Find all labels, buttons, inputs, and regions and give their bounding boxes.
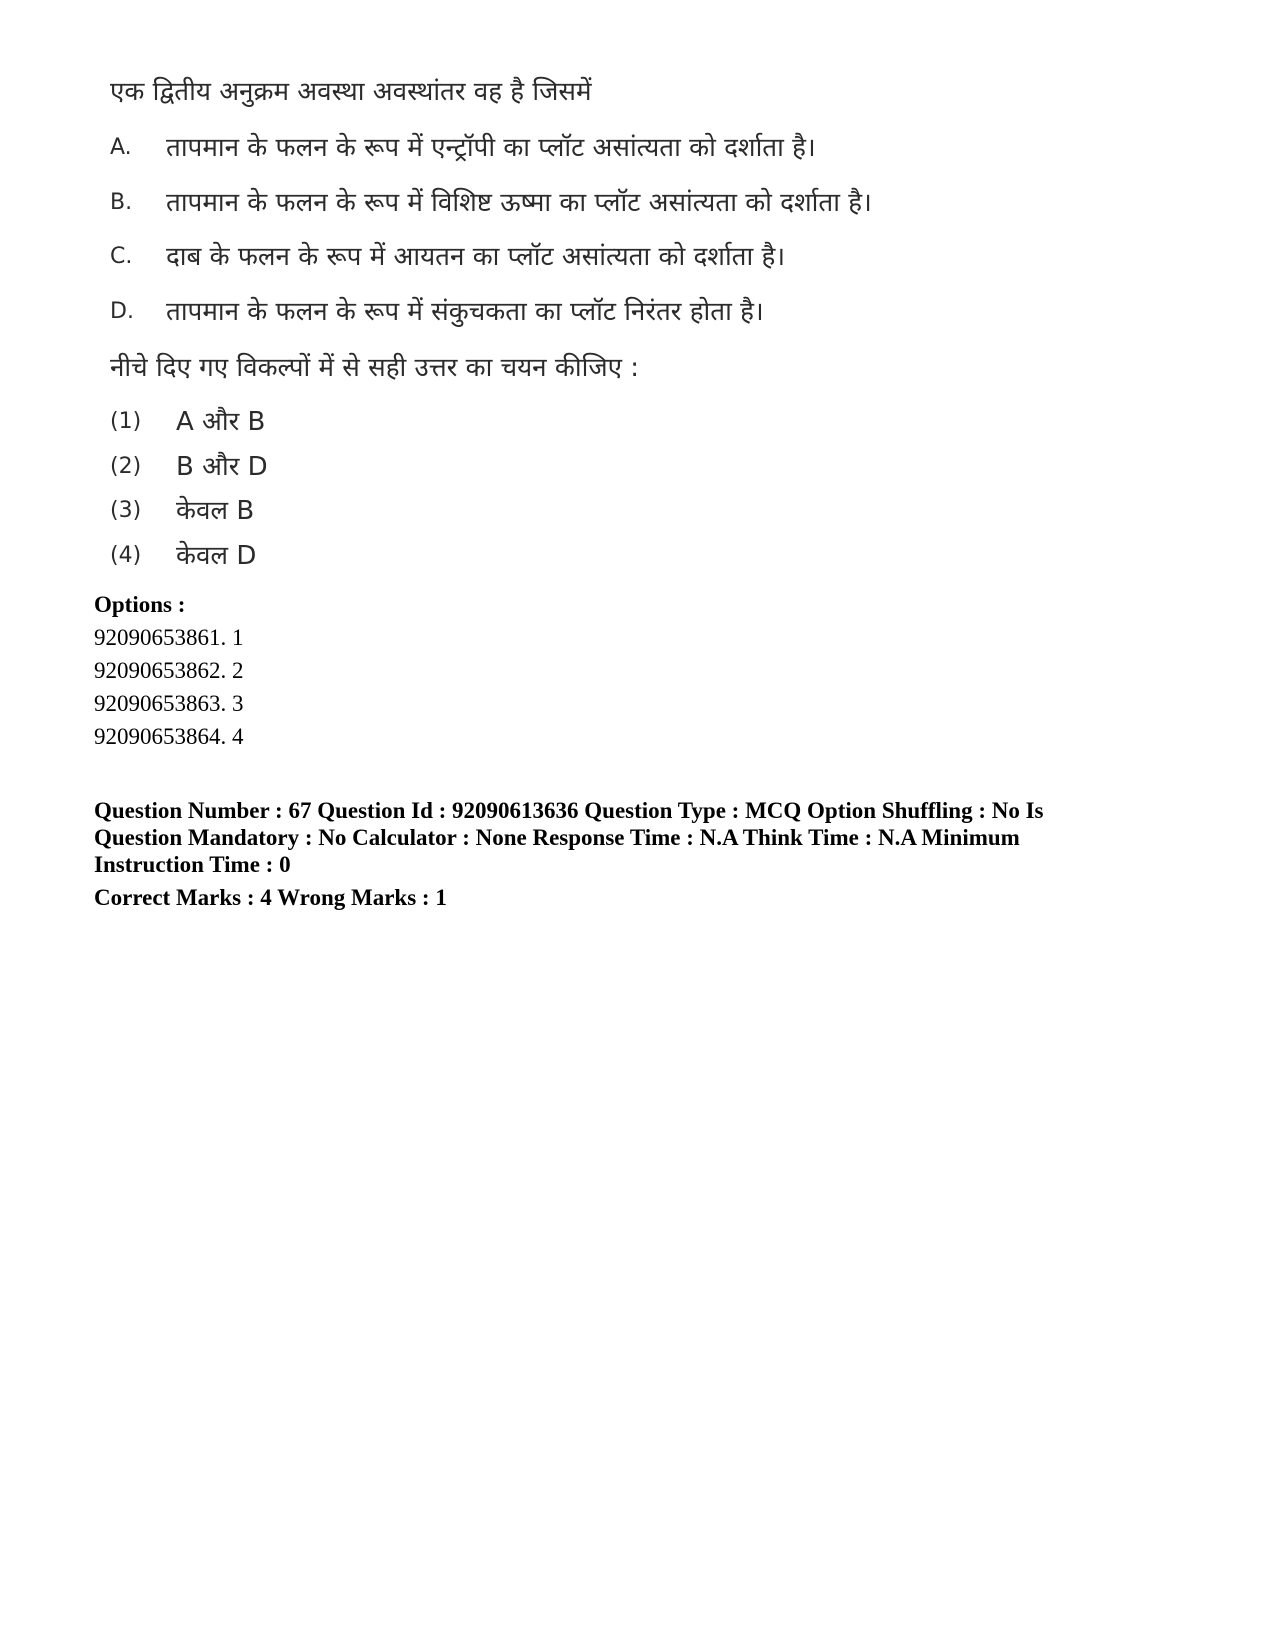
statement-key: D. (110, 299, 134, 324)
choice-key: (1) (110, 409, 142, 434)
statement-key: C. (110, 244, 133, 269)
choice-4 (110, 538, 510, 574)
question-instruction: नीचे दिए गए विकल्पों में से सही उत्तर का चयन कीजिए : (110, 353, 640, 383)
option-item: 92090653863. 3 (94, 691, 244, 716)
statement-text: दाब के फलन के रूप में आयतन का प्लॉट असांत्यता को दर्शाता है। (166, 242, 786, 272)
choice-text: A और B (176, 407, 266, 437)
choice-3 (110, 493, 510, 529)
choice-2 (110, 449, 510, 485)
choice-key: (3) (110, 498, 142, 523)
question-stem: एक द्वितीय अनुक्रम अवस्था अवस्थांतर वह है जिसमें (110, 77, 592, 107)
option-item: 92090653864. 4 (94, 724, 244, 749)
statement-b (110, 185, 890, 221)
option-item: 92090653861. 1 (94, 625, 244, 650)
choice-key: (4) (110, 543, 142, 568)
statement-c (110, 239, 890, 275)
question-meta-line: Instruction Time : 0 (94, 852, 291, 877)
choice-text: B और D (176, 452, 268, 482)
question-meta-line: Question Mandatory : No Calculator : None Response Time : N.A Think Time : N.A Minimum (94, 825, 1020, 850)
choice-1 (110, 404, 510, 440)
statement-a (110, 130, 890, 166)
statement-text: तापमान के फलन के रूप में विशिष्ट ऊष्मा का प्लॉट असांत्यता को दर्शाता है। (166, 188, 872, 218)
statement-key: A. (110, 135, 132, 160)
question-marks: Correct Marks : 4 Wrong Marks : 1 (94, 885, 447, 910)
options-heading: Options : (94, 592, 186, 617)
statement-key: B. (110, 190, 133, 215)
option-item: 92090653862. 2 (94, 658, 244, 683)
statement-text: तापमान के फलन के रूप में संकुचकता का प्लॉट निरंतर होता है। (166, 297, 764, 327)
statement-d (110, 294, 890, 330)
question-meta-line: Question Number : 67 Question Id : 92090613636 Question Type : MCQ Option Shuffling : No Is (94, 798, 1044, 823)
choice-text: केवल B (176, 496, 255, 526)
question-meta (94, 797, 1094, 878)
choice-key: (2) (110, 454, 142, 479)
choice-text: केवल D (176, 541, 257, 571)
statement-text: तापमान के फलन के रूप में एन्ट्रॉपी का प्लॉट असांत्यता को दर्शाता है। (166, 133, 816, 163)
